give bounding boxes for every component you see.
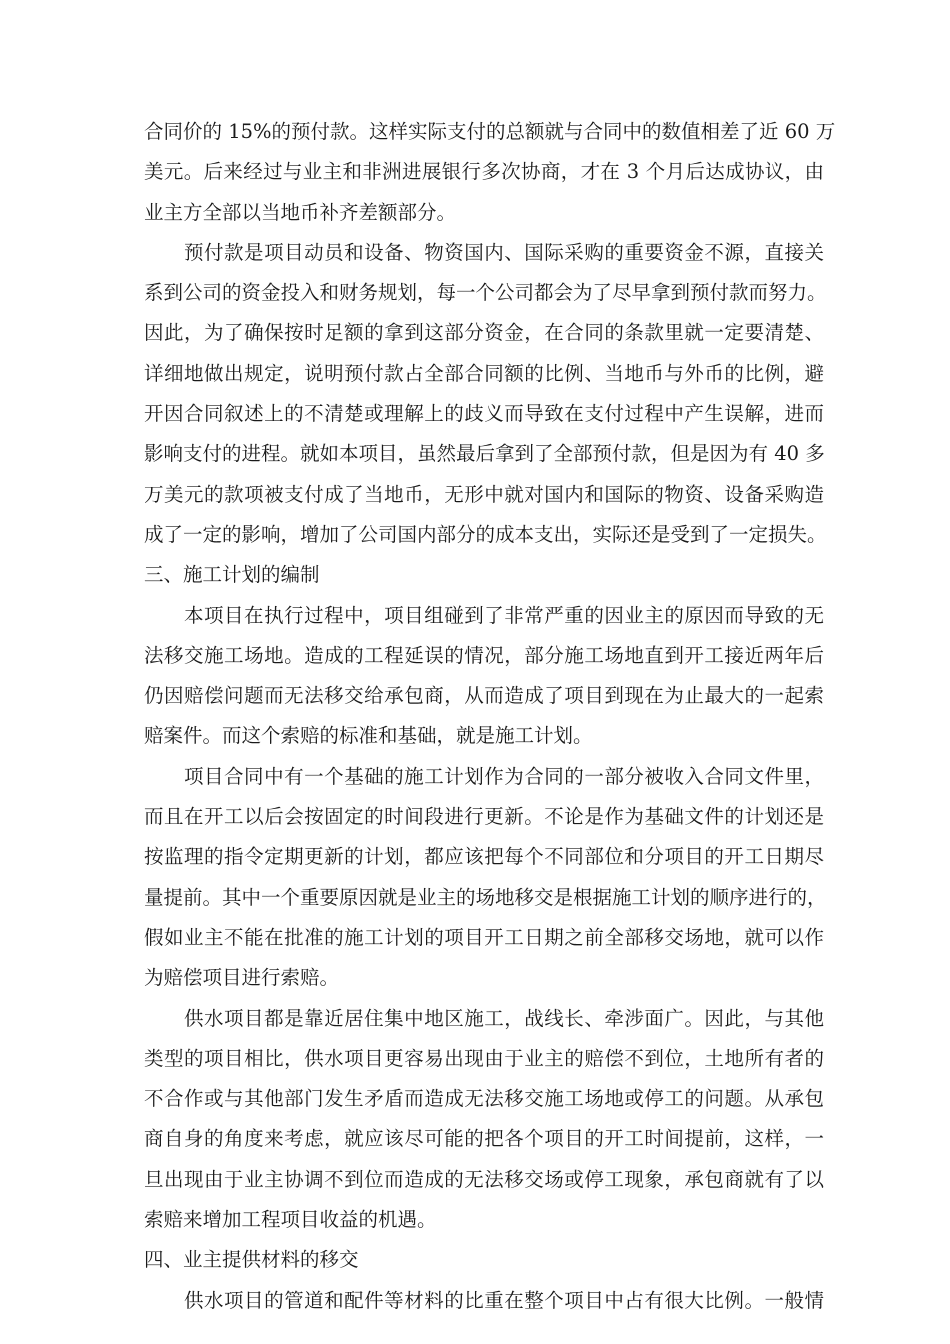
text-line: 按监理的指令定期更新的计划，都应该把每个不同部位和分项目的开工日期尽 — [144, 845, 824, 869]
text-line: 万美元的款项被支付成了当地币，无形中就对国内和国际的物资、设备采购造 — [144, 482, 824, 506]
text-line: 供水项目都是靠近居住集中地区施工，战线长、牵涉面广。因此，与其他 — [184, 1006, 824, 1030]
text-line: 美元。后来经过与业主和非洲进展银行多次协商，才在 3 个月后达成协议，由 — [144, 160, 824, 184]
text-line: 成了一定的影响，增加了公司国内部分的成本支出，实际还是受到了一定损失。 — [144, 522, 827, 546]
text-line: 法移交施工场地。造成的工程延误的情况，部分施工场地直到开工接近两年后 — [144, 643, 824, 667]
text-line: 项目合同中有一个基础的施工计划作为合同的一部分被收入合同文件里， — [184, 764, 824, 788]
text-line: 因此，为了确保按时足额的拿到这部分资金，在合同的条款里就一定要清楚、 — [144, 321, 824, 345]
text-line: 影响支付的进程。就如本项目，虽然最后拿到了全部预付款，但是因为有 40 多 — [144, 442, 825, 466]
text-line: 类型的项目相比，供水项目更容易出现由于业主的赔偿不到位，土地所有者的 — [144, 1046, 824, 1070]
text-line: 合同价的 15%的预付款。这样实际支付的总额就与合同中的数值相差了近 60 万 — [144, 120, 836, 143]
text-line: 而且在开工以后会按固定的时间段进行更新。不论是作为基础文件的计划还是 — [144, 805, 824, 829]
text-line: 假如业主不能在批准的施工计划的项目开工日期之前全部移交场地，就可以作 — [144, 925, 824, 949]
section-heading: 三、施工计划的编制 — [144, 563, 320, 587]
text-line: 供水项目的管道和配件等材料的比重在整个项目中占有很大比例。一般情 — [184, 1288, 824, 1312]
section-heading: 四、业主提供材料的移交 — [144, 1248, 359, 1272]
text-line: 预付款是项目动员和设备、物资国内、国际采购的重要资金不源，直接关 — [184, 240, 824, 264]
text-line: 索赔来增加工程项目收益的机遇。 — [144, 1208, 437, 1232]
document-body — [144, 112, 836, 1321]
text-line: 为赔偿项目进行索赔。 — [144, 966, 340, 990]
text-line: 本项目在执行过程中，项目组碰到了非常严重的因业主的原因而导致的无 — [184, 603, 824, 627]
text-line: 开因合同叙述上的不清楚或理解上的歧义而导致在支付过程中产生误解，进而 — [144, 402, 824, 426]
text-line: 量提前。其中一个重要原因就是业主的场地移交是根据施工计划的顺序进行的， — [144, 885, 827, 909]
text-line: 业主方全部以当地币补齐差额部分。 — [144, 200, 457, 224]
text-line: 仍因赔偿问题而无法移交给承包商，从而造成了项目到现在为止最大的一起索 — [144, 684, 824, 708]
text-line: 系到公司的资金投入和财务规划，每一个公司都会为了尽早拿到预付款而努力。 — [144, 281, 827, 305]
text-line: 详细地做出规定，说明预付款占全部合同额的比例、当地币与外币的比例，避 — [144, 361, 824, 385]
text-line: 赔案件。而这个索赔的标准和基础，就是施工计划。 — [144, 724, 593, 748]
text-line: 商自身的角度来考虑，就应该尽可能的把各个项目的开工时间提前，这样，一 — [144, 1127, 824, 1151]
text-line: 不合作或与其他部门发生矛盾而造成无法移交施工场地或停工的问题。从承包 — [144, 1087, 824, 1111]
text-line: 旦出现由于业主协调不到位而造成的无法移交场或停工现象，承包商就有了以 — [144, 1167, 824, 1191]
